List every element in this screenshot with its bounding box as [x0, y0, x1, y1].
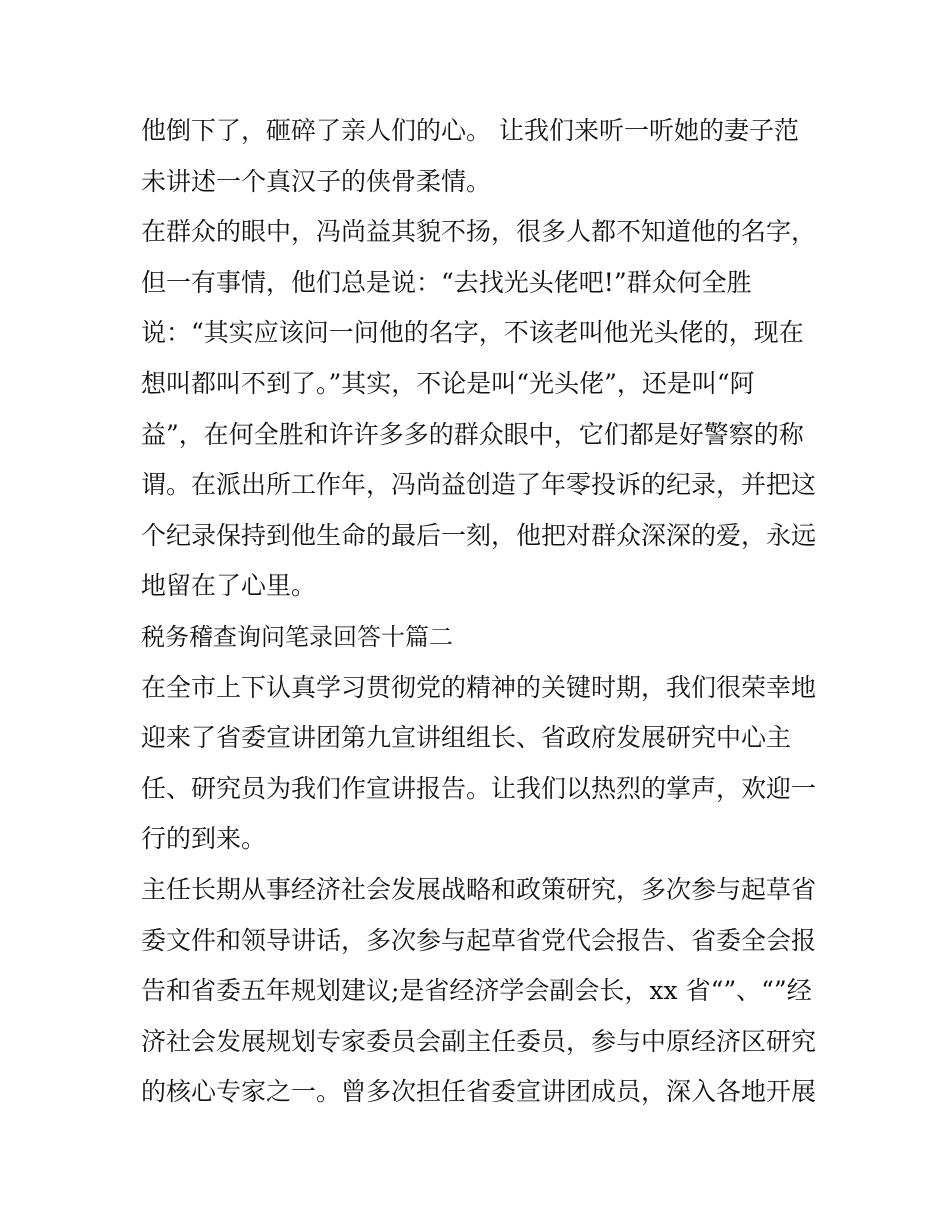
text-line: 迎来了省委宣讲团第九宣讲组组长、省政府发展研究中心主 — [141, 723, 792, 753]
text-line: 地留在了心里。 — [141, 571, 317, 601]
document-body — [141, 106, 821, 1118]
text-line: 的核心专家之一。曾多次担任省委宣讲团成员，深入各地开展 — [141, 1077, 817, 1107]
text-line: 主任长期从事经济社会发展战略和政策研究，多次参与起草省 — [141, 874, 817, 904]
section-heading: 税务稽查询问笔录回答十篇二 — [141, 622, 453, 651]
text-line: 行的到来。 — [141, 824, 267, 854]
text-line: 他倒下了，砸碎了亲人们的心。 让我们来听一听她的妻子范 — [141, 116, 799, 145]
text-line: 委文件和领导讲话，多次参与起草省党代会报告、省委全会报 — [141, 925, 817, 955]
text-line: 在群众的眼中，冯尚益其貌不扬，很多人都不知道他的名字， — [141, 217, 817, 247]
text-line: 济社会发展规划专家委员会副主任委员，参与中原经济区研究 — [141, 1026, 817, 1056]
text-line: 想叫都叫不到了。”其实，不论是叫“光头佬”，还是叫“阿 — [141, 368, 755, 398]
text-line: 说：“其实应该问一问他的名字，不该老叫他光头佬的，现在 — [141, 318, 804, 348]
text-line: 谓。在派出所工作年，冯尚益创造了年零投诉的纪录，并把这 — [141, 470, 817, 500]
text-line: 在全市上下认真学习贯彻党的精神的关键时期，我们很荣幸地 — [141, 672, 817, 702]
text-line: 任、研究员为我们作宣讲报告。让我们以热烈的掌声，欢迎一 — [141, 773, 817, 803]
text-line: 但一有事情，他们总是说：“去找光头佬吧!”群众何全胜 — [141, 267, 752, 297]
text-line: 告和省委五年规划建议;是省经济学会副会长，xx 省“”、“”经 — [141, 976, 812, 1006]
text-line: 未讲述一个真汉子的侠骨柔情。 — [141, 166, 492, 196]
text-line: 益”，在何全胜和许许多多的群众眼中，它们都是好警察的称 — [141, 419, 804, 449]
text-line: 个纪录保持到他生命的最后一刻，他把对群众深深的爱，永远 — [141, 520, 817, 550]
